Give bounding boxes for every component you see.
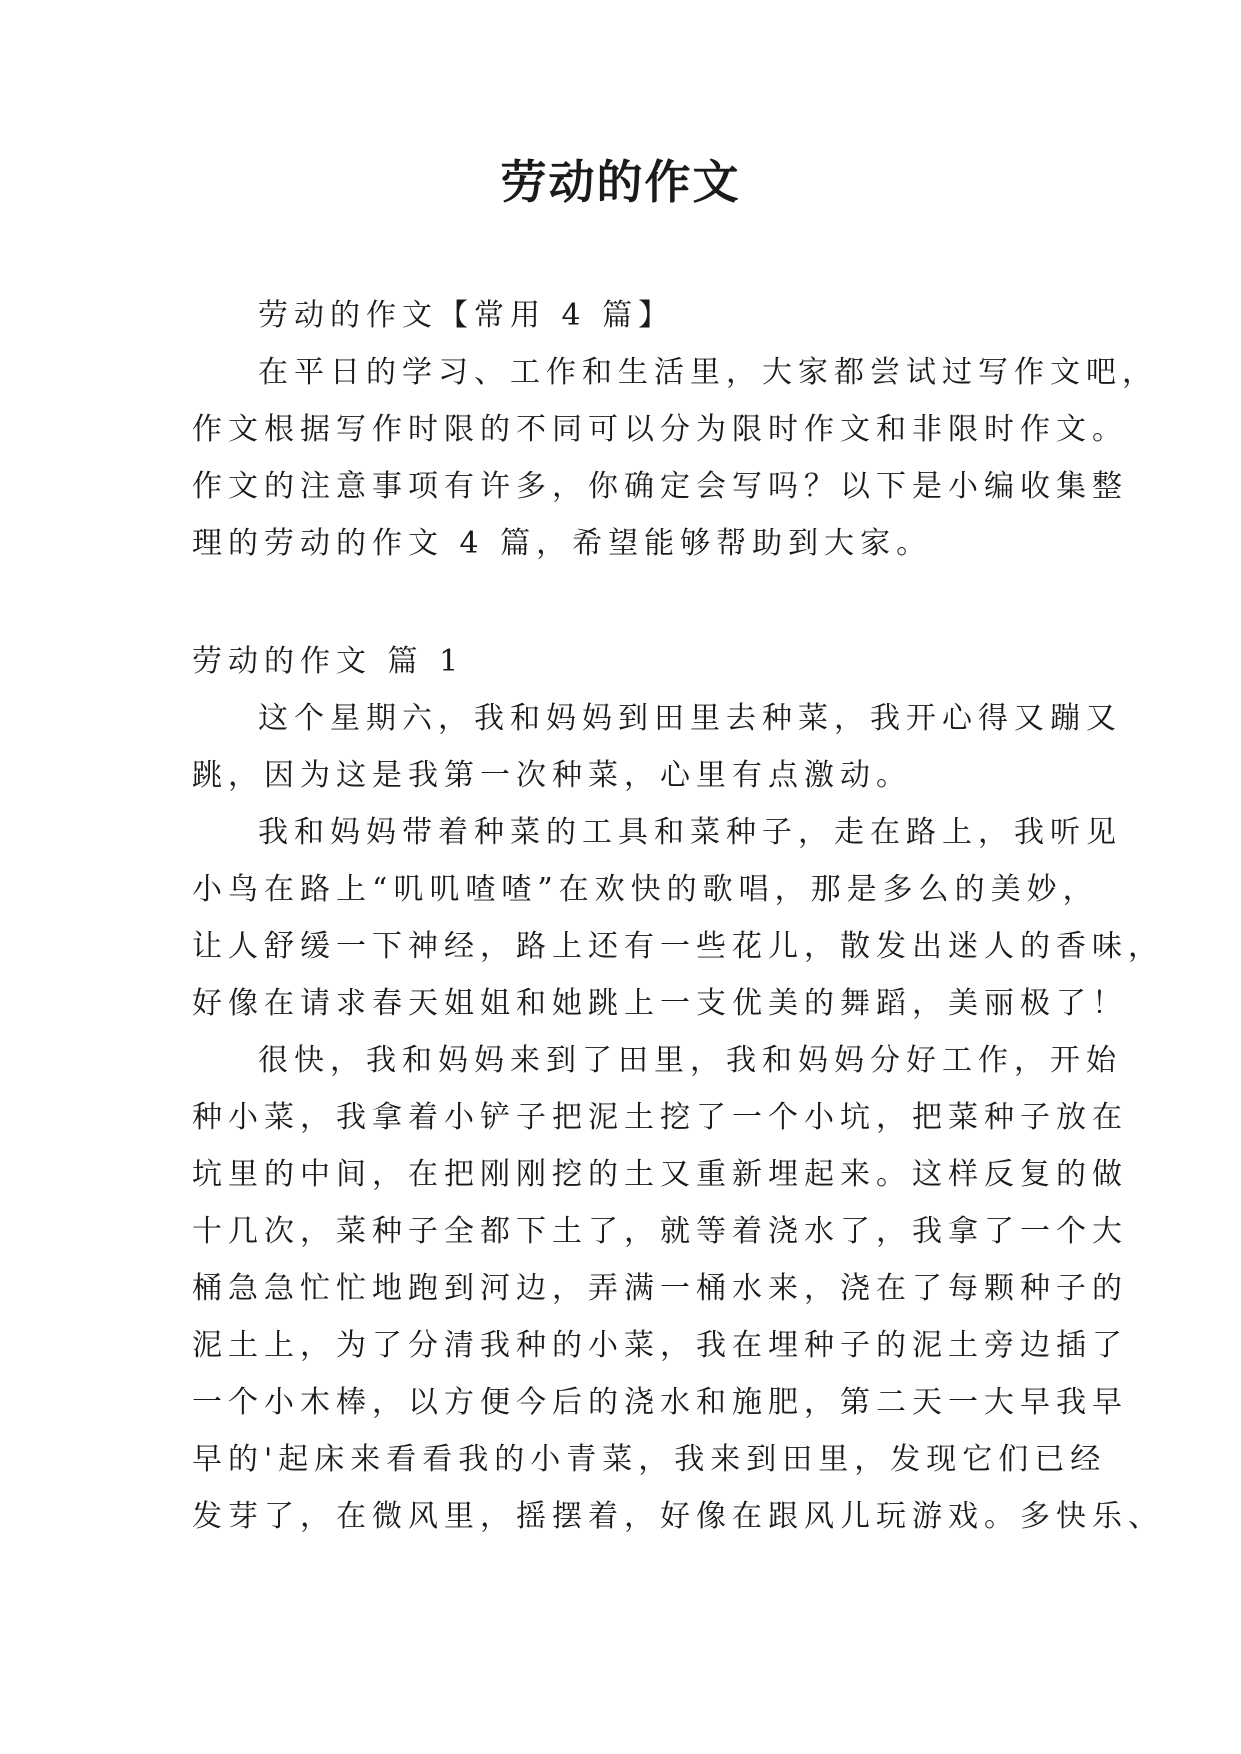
intro-paragraph-line: 在平日的学习、工作和生活里，大家都尝试过写作文吧，	[258, 355, 1158, 390]
body-paragraph-line: 发芽了，在微风里，摇摆着，好像在跟风儿玩游戏。多快乐、	[192, 1499, 1164, 1534]
body-paragraph-line: 这个星期六，我和妈妈到田里去种菜，我开心得又蹦又	[258, 701, 1122, 736]
body-paragraph-line: 很快，我和妈妈来到了田里，我和妈妈分好工作，开始	[258, 1043, 1122, 1078]
body-paragraph-line: 一个小木棒，以方便今后的浇水和施肥，第二天一大早我早	[192, 1385, 1128, 1420]
body-paragraph-line: 好像在请求春天姐姐和她跳上一支优美的舞蹈，美丽极了！	[192, 986, 1128, 1021]
intro-paragraph-line: 理的劳动的作文 4 篇，希望能够帮助到大家。	[192, 526, 933, 561]
body-paragraph-line: 种小菜，我拿着小铲子把泥土挖了一个小坑，把菜种子放在	[192, 1100, 1128, 1135]
body-paragraph-line: 早的'起床来看看我的小青菜，我来到田里，发现它们已经	[192, 1442, 1107, 1477]
body-paragraph-line: 泥土上，为了分清我种的小菜，我在埋种子的泥土旁边插了	[192, 1328, 1128, 1363]
subtitle-line: 劳动的作文【常用 4 篇】	[258, 298, 675, 333]
page-title: 劳动的作文	[500, 155, 741, 209]
intro-paragraph-line: 作文根据写作时限的不同可以分为限时作文和非限时作文。	[192, 412, 1128, 447]
section-heading: 劳动的作文 篇 1	[192, 644, 465, 679]
body-paragraph-line: 跳，因为这是我第一次种菜，心里有点激动。	[192, 758, 912, 793]
body-paragraph-line: 小鸟在路上“叽叽喳喳”在欢快的歌唱，那是多么的美妙，	[192, 872, 1099, 907]
intro-paragraph-line: 作文的注意事项有许多，你确定会写吗？以下是小编收集整	[192, 469, 1128, 504]
body-paragraph-line: 我和妈妈带着种菜的工具和菜种子，走在路上，我听见	[258, 815, 1122, 850]
body-paragraph-line: 坑里的中间，在把刚刚挖的土又重新埋起来。这样反复的做	[192, 1157, 1128, 1192]
body-paragraph-line: 桶急急忙忙地跑到河边，弄满一桶水来，浇在了每颗种子的	[192, 1271, 1128, 1306]
body-paragraph-line: 十几次，菜种子全都下土了，就等着浇水了，我拿了一个大	[192, 1214, 1128, 1249]
body-paragraph-line: 让人舒缓一下神经，路上还有一些花儿，散发出迷人的香味，	[192, 929, 1164, 964]
